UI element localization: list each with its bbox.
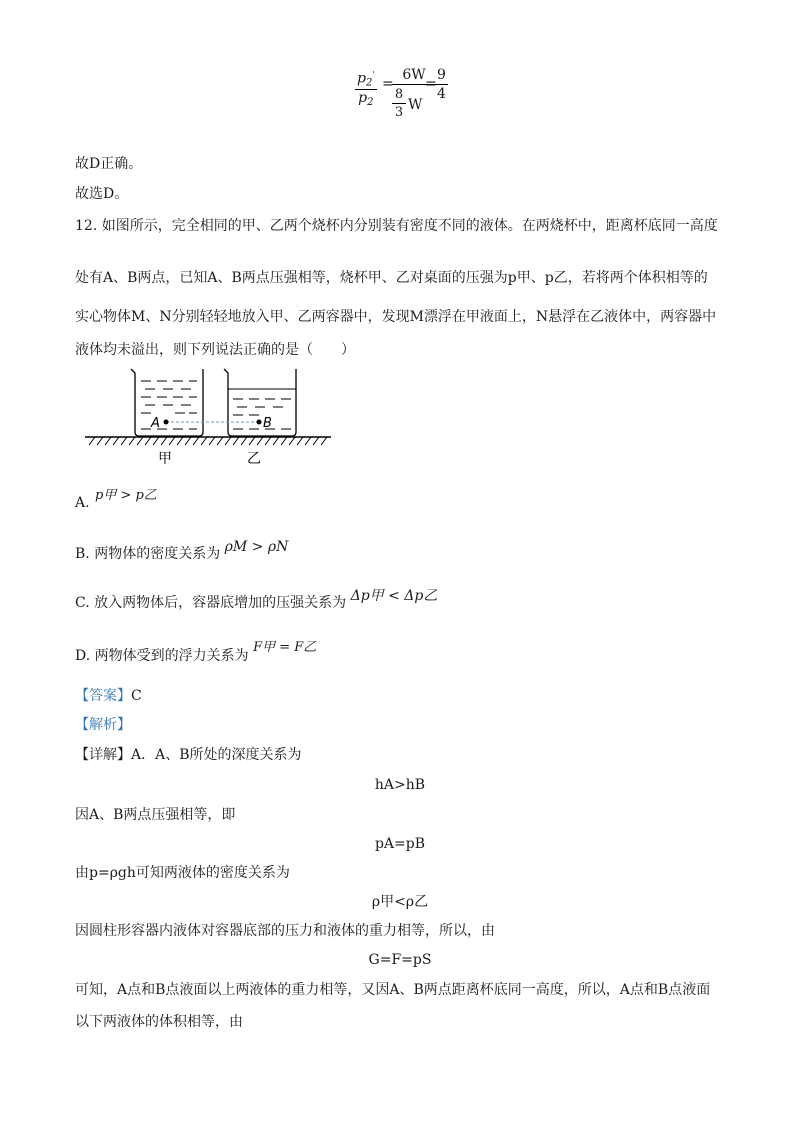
beaker-left [131,369,203,436]
label-b: B [263,416,272,431]
cup-label-right: 乙 [247,451,261,467]
label-a: A [151,416,160,431]
question-line-3: 实心物体M、N分别轻轻地放入甲、乙两容器中，发现M漂浮在甲液面上，N悬浮在乙液体中，两容器中 [75,309,717,325]
cup-label-left: 甲 [158,451,172,467]
option-d: D. 两物体受到的浮力关系为 F甲 = F乙 [75,640,317,664]
beaker-figure [83,365,343,470]
liquid-right-dashes [233,399,291,429]
detail-line-2: 因A、B两点压强相等，即 [75,807,236,823]
question-line-1: 12. 如图所示，完全相同的甲、乙两个烧杯内分别装有密度不同的液体。在两烧杯中，距离杯底同一高度 [75,218,718,234]
detail-eq-2: pA=pB [374,836,426,852]
option-a: A. [75,495,90,511]
detail-line-6: 以下两液体的体积相等，由 [75,1014,243,1030]
point-b [257,420,262,425]
answer-line [75,686,142,706]
option-c: C. 放入两物体后，容器底增加的压强关系为 Δp甲 < Δp乙 [75,588,438,611]
detail-line-3: 由p=ρgh可知两液体的密度关系为 [75,865,290,881]
formula-top: $\frac{p_2'}{p_2}$ = 6W 8 3 W = $\frac{9}{4}$ [355,62,455,142]
detail-eq-3: ρ甲<ρ乙 [371,894,429,910]
mid-fraction: 6W 8 3 W [392,66,436,137]
conclusion-line-2: 故选D。 [75,186,129,202]
conclusion-line-1: 故D正确。 [75,156,143,172]
option-b: B. 两物体的密度关系为 ρM > ρN [75,539,289,562]
detail-line-4: 因圆柱形容器内液体对容器底部的压力和液体的重力相等，所以，由 [75,923,495,939]
point-a [164,420,169,425]
question-line-2: 处有A、B两点，已知A、B两点压强相等，烧杯甲、乙对桌面的压强为p甲、p乙，若将两个体积相等的 [75,270,708,286]
question-line-4: 液体均未溢出，则下列说法正确的是（ ） [75,342,355,358]
detail-eq-4: G=F=pS [368,952,432,968]
analysis-tag: 【解析】 [75,717,131,733]
rhs-fraction: $\frac{9}{4}$ [437,67,446,102]
lhs-fraction: $\frac{p_2'}{p_2}$ [357,70,375,108]
beaker-right [224,369,296,436]
detail-eq-1: hA>hB [374,777,426,793]
table-hatching [89,437,327,445]
option-a-formula: p甲 > p乙 [95,488,157,503]
answer-tag: 【答案】 [75,688,131,704]
detail-line-5: 可知，A点和B点液面以上两液体的重力相等，又因A、B两点距离杯底同一高度，所以，A点和B点液面 [75,982,711,998]
detail-intro: 【详解】A．A、B所处的深度关系为 [75,747,302,763]
answer-value: C [131,688,142,704]
